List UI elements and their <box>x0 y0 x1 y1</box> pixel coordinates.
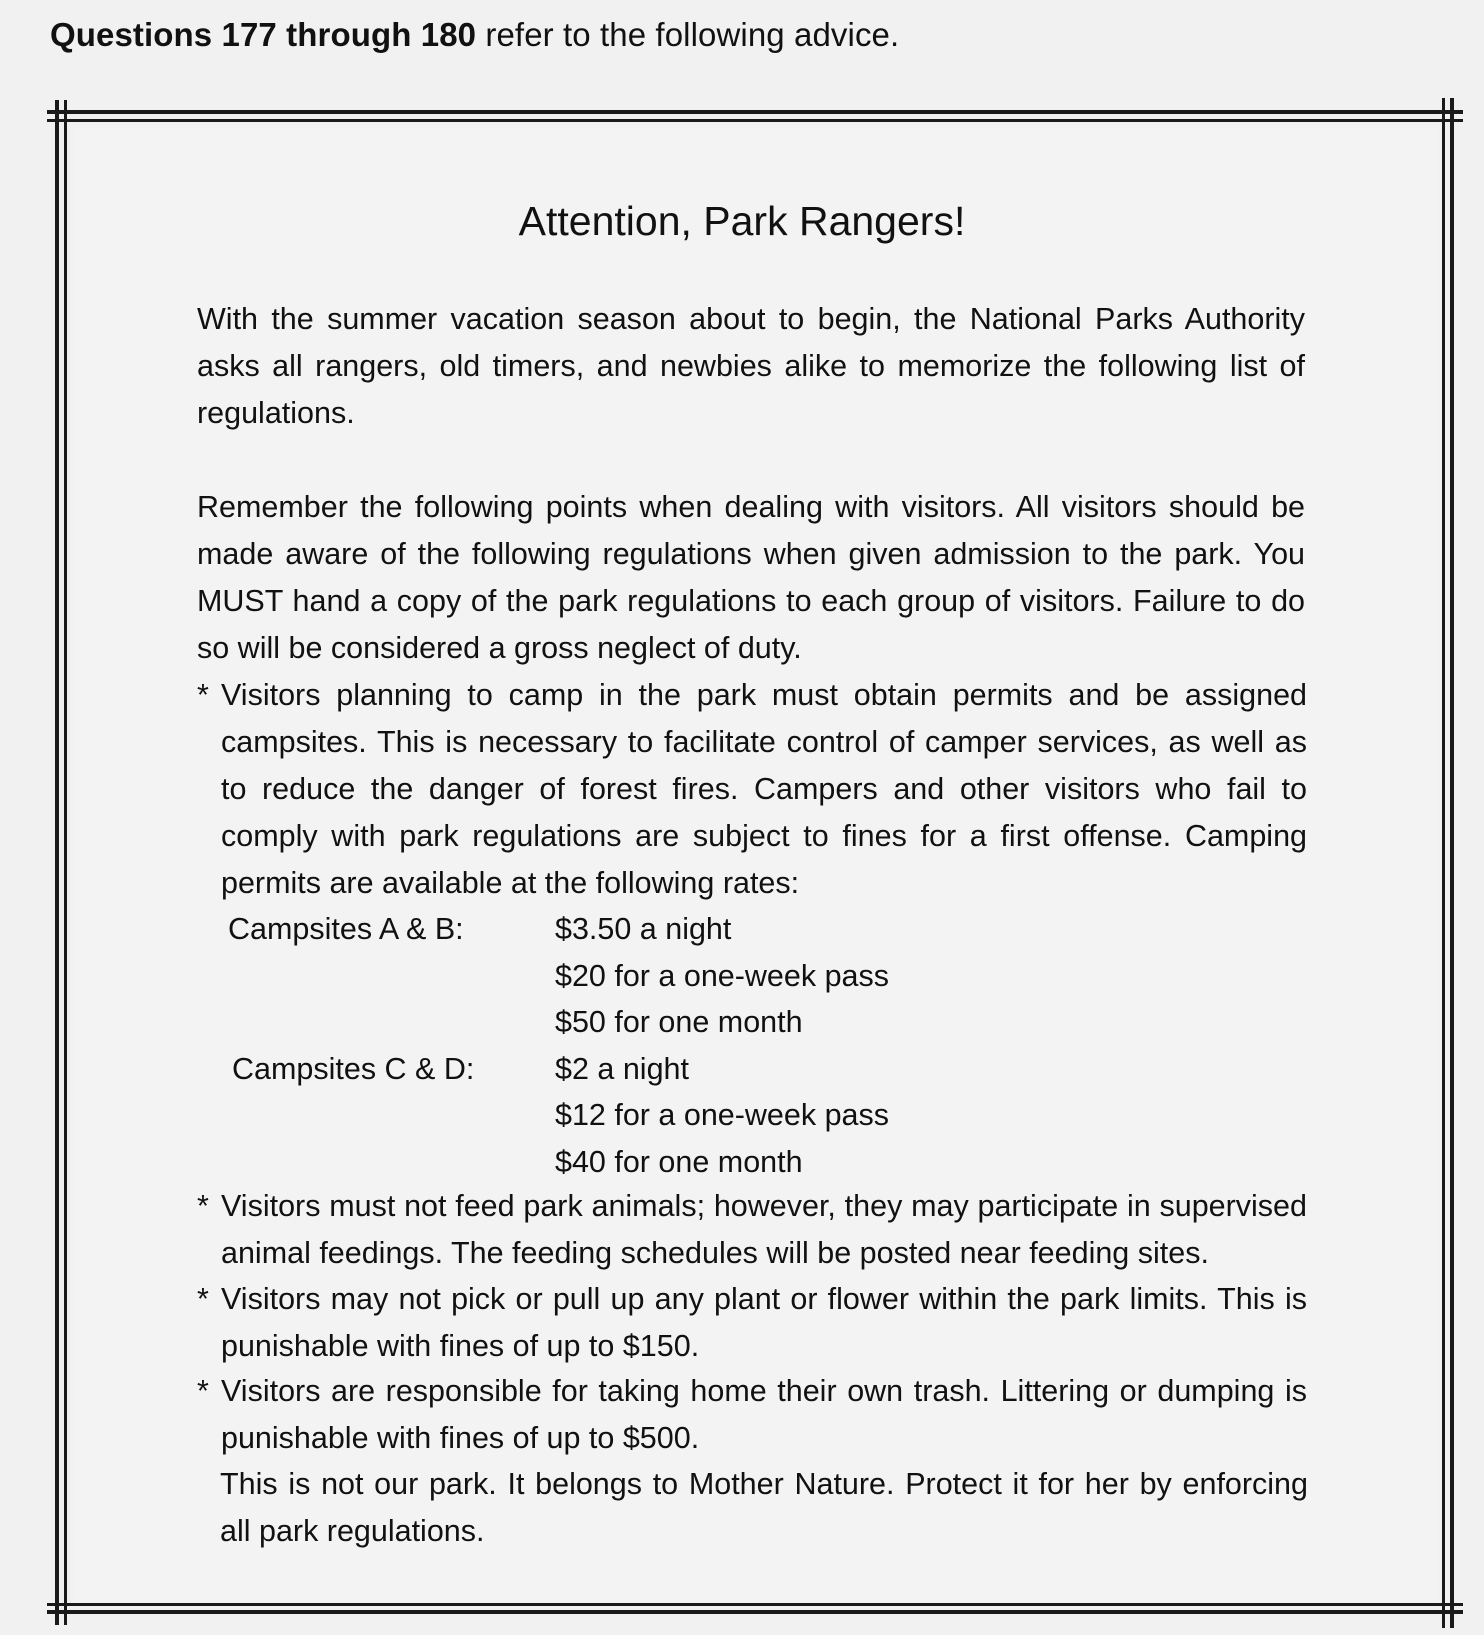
bullet-marker: * <box>197 1374 209 1408</box>
bullet-trash <box>197 1368 1307 1462</box>
questions-intro <box>50 16 899 54</box>
rate-price: $2 a night <box>555 1051 689 1086</box>
bullet-marker: * <box>197 1282 209 1316</box>
rate-price: $3.50 a night <box>555 912 732 946</box>
questions-intro-text: refer to the following advice. <box>476 16 900 53</box>
bullet-animals <box>197 1183 1307 1277</box>
rate-price: $50 for one month <box>555 1005 803 1039</box>
notice-title: Attention, Park Rangers! <box>518 198 966 244</box>
closing-statement: This is not our park. It belongs to Mother Nature. Protect it for her by enforcing all park regulations. <box>220 1467 1308 1548</box>
notice-paragraph-1: With the summer vacation season about to begin, the National Parks Authority asks all rangers, old timers, and newbies alike to memorize the following list of regulations. <box>197 302 1305 430</box>
bullet-plants <box>197 1276 1307 1370</box>
bullet-camping <box>197 672 1307 907</box>
bullet-text: Visitors must not feed park animals; however, they may participate in supervised animal feedings. The feeding schedules will be posted near feeding sites. <box>221 1189 1307 1270</box>
rate-price: $12 for a one-week pass <box>555 1098 890 1132</box>
rate-site: Campsites C & D: <box>232 1051 475 1086</box>
rate-price: $40 for one month <box>555 1144 803 1179</box>
rate-price: $20 for a one-week pass <box>555 958 890 993</box>
bullet-text: Visitors are responsible for taking home their own trash. Littering or dumping is punishable with fines of up to $500. <box>221 1374 1307 1455</box>
questions-range: Questions 177 through 180 <box>50 16 477 53</box>
bullet-marker: * <box>197 678 209 712</box>
bullet-text: Visitors planning to camp in the park must obtain permits and be assigned campsites. This is necessary to facilitate control of camper services, as well as to reduce the danger of forest fires. Campers and other visitors who fail to comply with park regulations are subject to fines for a first offense. Camping permits are available at the following rates: <box>221 678 1307 900</box>
bullet-text: Visitors may not pick or pull up any plant or flower within the park limits. This is punishable with fines of up to $150. <box>221 1282 1307 1363</box>
bullet-marker: * <box>197 1189 209 1223</box>
notice-paragraph-2: Remember the following points when dealing with visitors. All visitors should be made aware of the following regulations when given admission to the park. You MUST hand a copy of the park regulations to each group of visitors. Failure to do so will be considered a gross neglect of duty. <box>197 490 1305 665</box>
rate-site: Campsites A & B: <box>228 912 464 946</box>
